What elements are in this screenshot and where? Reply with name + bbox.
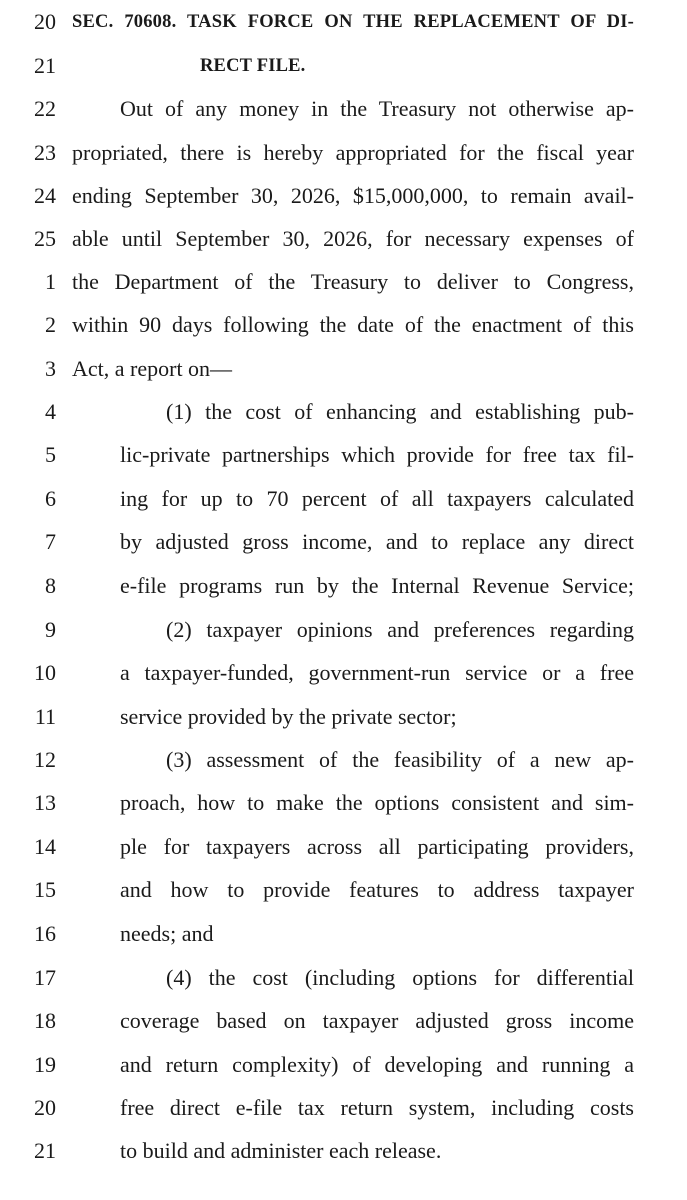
line-number: 9: [45, 617, 56, 642]
text-line: [0, 435, 687, 475]
list-item-text: lic-private partnerships which provide for free tax fil-: [120, 442, 634, 467]
line-number: 17: [34, 965, 56, 990]
line-number: 19: [34, 1052, 56, 1077]
text-line: [0, 783, 687, 823]
text-line: [0, 1001, 687, 1041]
line-number: 23: [34, 140, 56, 165]
list-item-text: (4) the cost (including options for differential: [166, 965, 634, 990]
list-item-text: (2) taxpayer opinions and preferences regarding: [166, 617, 634, 642]
line-number: 18: [34, 1008, 56, 1033]
line-number: 5: [45, 442, 56, 467]
paragraph-text: ending September 30, 2026, $15,000,000, to remain avail-: [72, 183, 634, 208]
text-line: [0, 522, 687, 562]
paragraph-text: able until September 30, 2026, for necessary expenses of: [72, 226, 634, 251]
list-item-text: needs; and: [120, 921, 214, 946]
text-line: [0, 262, 687, 302]
list-item-text: and how to provide features to address taxpayer: [120, 877, 634, 902]
text-line: [0, 392, 687, 432]
text-line: [0, 697, 687, 737]
section-heading: SEC. 70608. TASK FORCE ON THE REPLACEMENT OF DI-: [72, 12, 634, 32]
line-number: 14: [34, 834, 56, 859]
line-number: 12: [34, 747, 56, 772]
line-number: 2: [45, 312, 56, 337]
text-line: [0, 914, 687, 954]
line-number: 11: [34, 704, 56, 729]
text-line: [0, 610, 687, 650]
line-number: 25: [34, 226, 56, 251]
text-line: [0, 1131, 687, 1171]
list-item-text: and return complexity) of developing and running a: [120, 1052, 634, 1077]
line-number: 24: [34, 183, 56, 208]
text-line: [0, 870, 687, 910]
text-line: [0, 133, 687, 173]
heading-line-2: [0, 46, 687, 86]
text-line: [0, 740, 687, 780]
text-line: [0, 176, 687, 216]
line-number: 15: [34, 877, 56, 902]
list-item-text: service provided by the private sector;: [120, 704, 457, 729]
line-number: 3: [45, 356, 56, 381]
text-line: [0, 958, 687, 998]
line-number: 10: [34, 660, 56, 685]
list-item-text: coverage based on taxpayer adjusted gross income: [120, 1008, 634, 1033]
line-number: 4: [45, 399, 56, 424]
text-line: [0, 479, 687, 519]
line-number: 20: [34, 1095, 56, 1120]
list-item-text: ple for taxpayers across all participating providers,: [120, 834, 634, 859]
list-item-text: free direct e-file tax return system, including costs: [120, 1095, 634, 1120]
line-number: 1: [45, 269, 56, 294]
line-number: 8: [45, 573, 56, 598]
line-number: 13: [34, 790, 56, 815]
text-line: [0, 349, 687, 389]
line-number: 16: [34, 921, 56, 946]
line-number: 6: [45, 486, 56, 511]
heading-line-1: [0, 2, 687, 42]
line-number: 21: [34, 53, 56, 78]
section-heading-continued: RECT FILE.: [200, 56, 306, 76]
text-line: [0, 1045, 687, 1085]
list-item-text: ing for up to 70 percent of all taxpayers calculated: [120, 486, 634, 511]
text-line: [0, 653, 687, 693]
list-item-text: to build and administer each release.: [120, 1138, 442, 1163]
line-number: 21: [34, 1138, 56, 1163]
text-line: [0, 219, 687, 259]
paragraph-text: Act, a report on—: [72, 356, 233, 381]
list-item-text: a taxpayer-funded, government-run service or a free: [120, 660, 634, 685]
text-line: [0, 89, 687, 129]
paragraph-text: propriated, there is hereby appropriated for the fiscal year: [72, 140, 634, 165]
line-number: 20: [34, 9, 56, 34]
text-line: [0, 566, 687, 606]
line-number: 22: [34, 96, 56, 121]
text-line: [0, 827, 687, 867]
line-number: 7: [45, 529, 56, 554]
list-item-text: (1) the cost of enhancing and establishing pub-: [166, 399, 634, 424]
paragraph-text: Out of any money in the Treasury not otherwise ap-: [120, 96, 634, 121]
list-item-text: proach, how to make the options consistent and sim-: [120, 790, 634, 815]
list-item-text: e-file programs run by the Internal Revenue Service;: [120, 573, 634, 598]
paragraph-text: the Department of the Treasury to deliver to Congress,: [72, 269, 634, 294]
list-item-text: (3) assessment of the feasibility of a new ap-: [166, 747, 634, 772]
paragraph-text: within 90 days following the date of the enactment of this: [72, 312, 634, 337]
list-item-text: by adjusted gross income, and to replace any direct: [120, 529, 634, 554]
text-line: [0, 1088, 687, 1128]
text-line: [0, 305, 687, 345]
